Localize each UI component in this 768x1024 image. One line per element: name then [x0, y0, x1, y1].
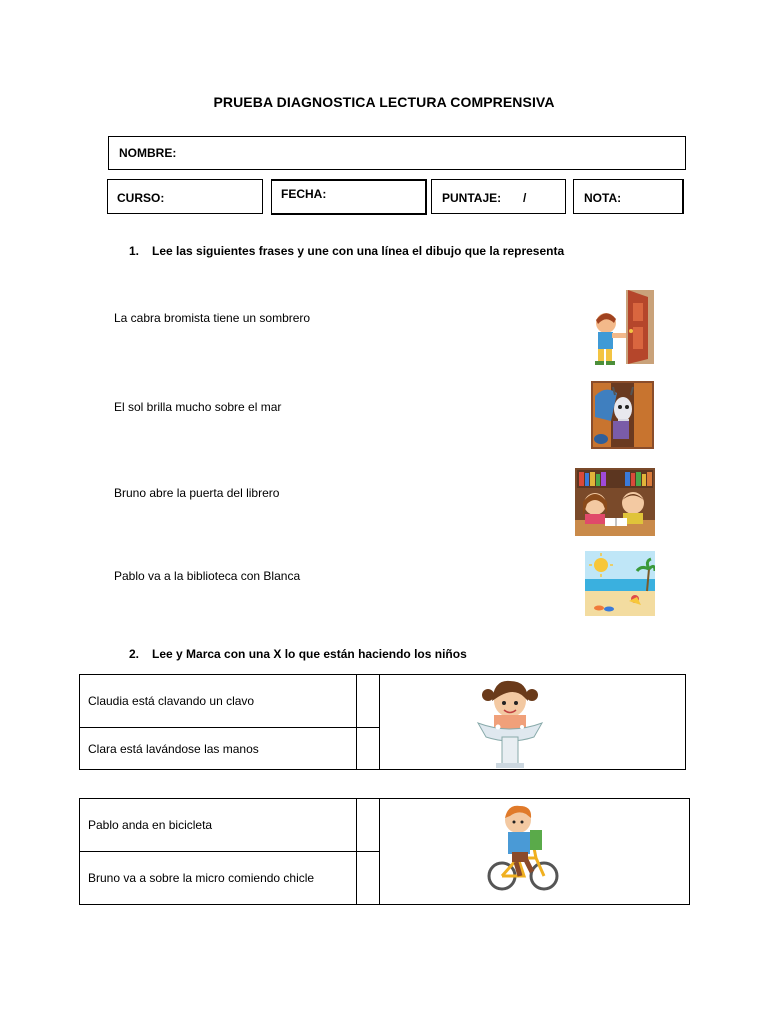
goat-in-cabinet-icon	[591, 381, 654, 449]
nota-field[interactable]	[573, 179, 684, 214]
q2-table1-option-2: Clara está lavándose las manos	[80, 728, 357, 770]
kids-in-library-icon	[575, 468, 655, 536]
q2-table2-checkbox-2[interactable]	[357, 852, 380, 905]
nota-label: NOTA:	[584, 191, 622, 205]
q1-sentence-4: Pablo va a la biblioteca con Blanca	[114, 569, 301, 583]
q2-table-1	[79, 674, 686, 770]
q2-number: 2.	[129, 647, 140, 661]
q2-table2-image-cell	[380, 799, 690, 905]
curso-field[interactable]	[107, 179, 263, 214]
page-title: PRUEBA DIAGNOSTICA LECTURA COMPRENSIVA	[213, 94, 555, 110]
q2-instruction: Lee y Marca con una X lo que están haciendo los niños	[152, 647, 467, 661]
q2-table1-image-cell	[380, 675, 686, 770]
curso-label: CURSO:	[117, 191, 165, 205]
q2-table1-option-1: Claudia está clavando un clavo	[80, 675, 357, 728]
q2-table1-checkbox-2[interactable]	[357, 728, 380, 770]
puntaje-label: PUNTAJE:	[442, 191, 502, 205]
puntaje-field[interactable]	[431, 179, 566, 214]
q1-number: 1.	[129, 244, 140, 258]
q2-table-2	[79, 798, 690, 905]
fecha-field[interactable]	[271, 179, 427, 215]
q2-table2-checkbox-1[interactable]	[357, 799, 380, 852]
q2-table2-option-2: Bruno va a sobre la micro comiendo chicle	[80, 852, 357, 905]
beach-sun-icon	[585, 551, 655, 616]
fecha-label: FECHA:	[281, 187, 327, 201]
puntaje-separator: /	[523, 191, 527, 205]
q2-table1-checkbox-1[interactable]	[357, 675, 380, 728]
boy-opening-door-icon	[588, 287, 656, 367]
nombre-label: NOMBRE:	[119, 146, 177, 160]
q1-instruction: Lee las siguientes frases y une con una línea el dibujo que la representa	[152, 244, 565, 258]
girl-washing-hands-icon	[474, 675, 546, 769]
boy-on-bicycle-icon	[480, 802, 566, 896]
nombre-field[interactable]	[108, 136, 686, 170]
q1-sentence-3: Bruno abre la puerta del librero	[114, 486, 280, 500]
q1-sentence-1: La cabra bromista tiene un sombrero	[114, 311, 311, 325]
q1-sentence-2: El sol brilla mucho sobre el mar	[114, 400, 282, 414]
q2-table2-option-1: Pablo anda en bicicleta	[80, 799, 357, 852]
